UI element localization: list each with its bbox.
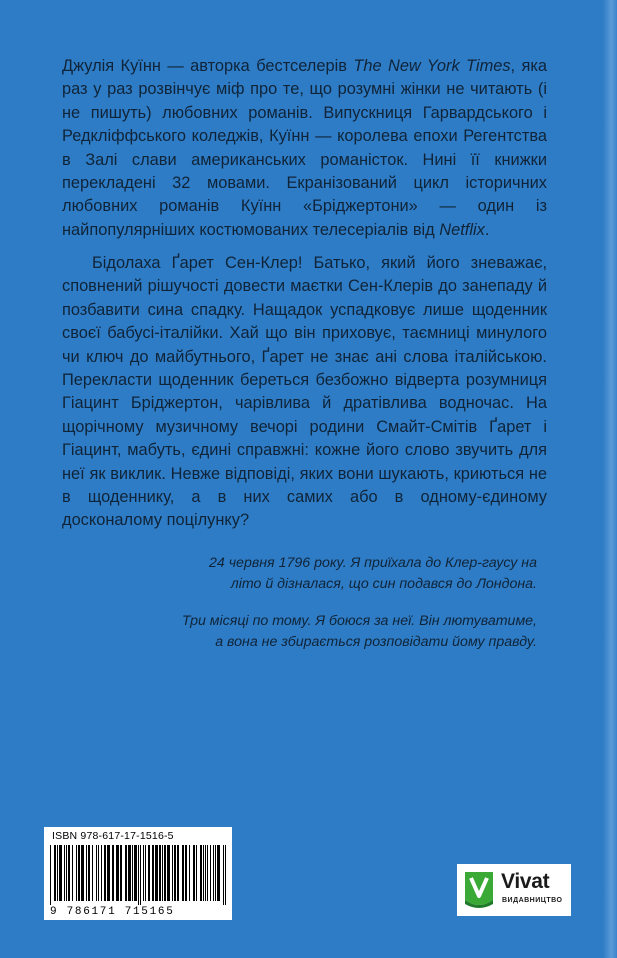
publisher-logo xyxy=(457,864,571,916)
vivat-leaf-icon xyxy=(461,870,497,910)
book-blurb xyxy=(62,252,547,533)
publisher-name: Vivat xyxy=(501,870,550,893)
diary-quote-2 xyxy=(117,611,537,653)
netflix-name: Netflix xyxy=(439,220,485,239)
blurb-paragraph: Бідолаха Ґарет Сен-Клер! Батько, який його зневажає, сповнений рішучості довести маєтки Сен-Клерів до занепаду й позбавити сина спадку. Нащадок успадковує лише щоденник своєї бабусі-італійки. Хай що він приховує, таємниці минулого чи ключ до майбутнього, Ґарет не знає ані слова італійською. Перекласти щоденник береться безбожно відверта розумниця Гіацинт Бріджертон, чарівлива й дратівлива водночас. На щорічному музичному вечорі родини Смайт-Смітів Ґарет і Гіацинт, мабуть, єдині справжні: кожне його слово звучить для неї як виклик. Невже відповіді, яких вони шукають, криються не в щоденнику, а в них самих або в одному-єдиному досконалому поцілунку? xyxy=(62,254,547,530)
cover-spine-edge xyxy=(603,0,617,958)
quote-1-line-1: 24 червня 1796 року. Я приїхала до Клер-гаусу на xyxy=(208,555,537,571)
quote-2-line-2: а вона не збирається розповідати йому правду. xyxy=(215,634,537,650)
bio-text-end: . xyxy=(484,220,490,239)
isbn-number: ISBN 978-617-17-1516-5 xyxy=(52,830,174,842)
isbn-barcode xyxy=(44,827,232,920)
diary-quote-1 xyxy=(117,553,537,595)
barcode-digits: 9 786171 715165 xyxy=(50,906,175,918)
quote-2-line-1: Три місяці по тому. Я боюся за неї. Він лютуватиме, xyxy=(181,613,537,629)
quote-1-line-2: літо й дізналася, що син подався до Лондона. xyxy=(230,576,537,592)
nyt-title: The New York Times xyxy=(353,57,511,75)
bio-text-middle: , яка раз у раз розвінчує міф про те, що розумні жінки не читають (і не пишуть) любовних романів. Випускниця Гарвардського і Редкліффського коледжів, Куїнн — королева епохи Регентства в Залі слави американських романісток. Нині її книжки перекладені 32 мовами. Екранізований цикл історичних любовних романів Куїнн «Бріджертони» — один із найпопулярніших костюмованих телесеріалів від xyxy=(62,57,548,239)
bio-text-start: Джулія Куїнн — авторка бестселерів xyxy=(62,57,354,75)
publisher-subtitle: ВИДАВНИЦТВО xyxy=(502,897,563,904)
barcode-bars-icon xyxy=(50,845,226,905)
author-bio xyxy=(62,55,547,242)
